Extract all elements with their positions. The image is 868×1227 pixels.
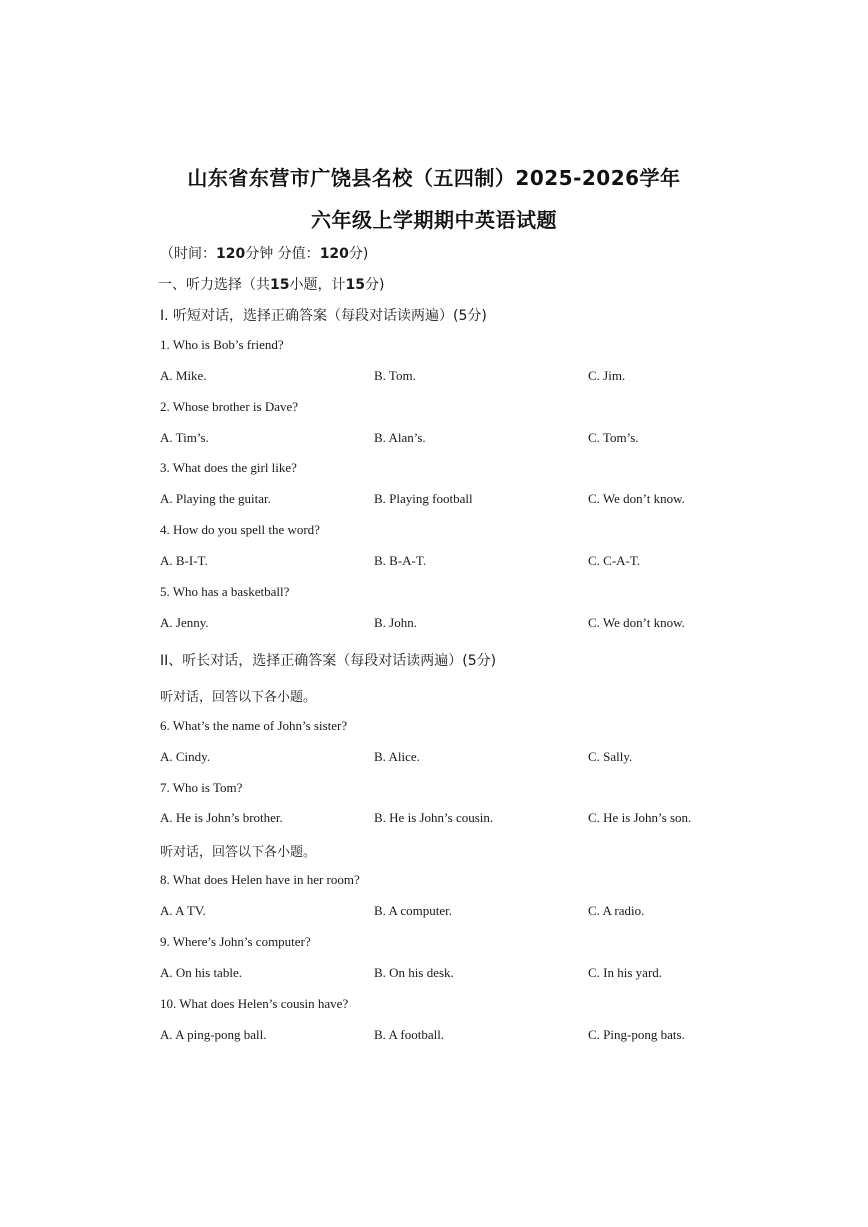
option-b: B. John. [374, 615, 417, 630]
option-a: A. B-I-T. [160, 553, 208, 568]
section-i-heading: I. 听短对话，选择正确答案（每段对话读两遍）(5分) [160, 308, 487, 324]
option-c: C. C-A-T. [588, 553, 641, 568]
option-c: C. Tom’s. [588, 430, 639, 445]
option-b: B. Playing football [374, 491, 473, 506]
section-ii-heading: II、听长对话，选择正确答案（每段对话读两遍）(5分) [160, 653, 497, 669]
meta-time: 120 [216, 246, 246, 262]
question-4: 4. How do you spell the word? [160, 522, 320, 537]
part1-mid: 小题，计 [289, 277, 346, 293]
option-a: A. He is John’s brother. [160, 810, 283, 825]
option-c: C. Sally. [588, 749, 633, 764]
exam-meta [160, 243, 368, 263]
option-b: B. Tom. [374, 368, 416, 383]
meta-score: 120 [319, 246, 349, 262]
part1-suffix: 分) [364, 277, 385, 293]
listening-instruction: 听对话，回答以下各小题。 [160, 845, 317, 860]
option-a: A. Cindy. [160, 749, 211, 764]
option-a: A. Tim’s. [160, 430, 209, 445]
option-c: C. We don’t know. [588, 491, 685, 506]
question-10: 10. What does Helen’s cousin have? [160, 996, 349, 1011]
option-a: A. Jenny. [160, 615, 209, 630]
option-a: A. A TV. [160, 903, 206, 918]
option-b: B. Alan’s. [374, 430, 426, 445]
question-2: 2. Whose brother is Dave? [160, 399, 299, 414]
option-b: B. A football. [374, 1027, 445, 1042]
part1-points: 15 [345, 277, 365, 293]
part1-count: 15 [270, 277, 290, 293]
question-9: 9. Where’s John’s computer? [160, 934, 311, 949]
question-3: 3. What does the girl like? [160, 460, 297, 475]
question-1: 1. Who is Bob’s friend? [160, 337, 284, 352]
option-c: C. Ping-pong bats. [588, 1027, 685, 1042]
option-b: B. On his desk. [374, 965, 454, 980]
exam-title-line1: 山东省东营市广饶县名校（五四制）2025-2026学年 [187, 166, 681, 190]
question-6: 6. What’s the name of John’s sister? [160, 718, 348, 733]
option-a: A. A ping-pong ball. [160, 1027, 267, 1042]
part1-heading [158, 274, 384, 294]
option-c: C. A radio. [588, 903, 645, 918]
option-b: B. A computer. [374, 903, 452, 918]
option-c: C. He is John’s son. [588, 810, 692, 825]
question-7: 7. Who is Tom? [160, 780, 243, 795]
option-c: C. In his yard. [588, 965, 663, 980]
question-5: 5. Who has a basketball? [160, 584, 290, 599]
question-8: 8. What does Helen have in her room? [160, 872, 360, 887]
meta-suffix: 分) [348, 246, 369, 262]
meta-mid: 分钟 分值： [245, 246, 320, 262]
option-b: B. He is John’s cousin. [374, 810, 494, 825]
part1-prefix: 一、听力选择（共 [158, 277, 270, 293]
option-c: C. Jim. [588, 368, 626, 383]
option-b: B. Alice. [374, 749, 420, 764]
option-a: A. On his table. [160, 965, 242, 980]
exam-title-line2: 六年级上学期期中英语试题 [311, 208, 557, 232]
option-c: C. We don’t know. [588, 615, 685, 630]
option-b: B. B-A-T. [374, 553, 427, 568]
option-a: A. Playing the guitar. [160, 491, 271, 506]
meta-prefix: （时间： [160, 246, 216, 262]
option-a: A. Mike. [160, 368, 207, 383]
listening-instruction: 听对话，回答以下各小题。 [160, 690, 317, 705]
